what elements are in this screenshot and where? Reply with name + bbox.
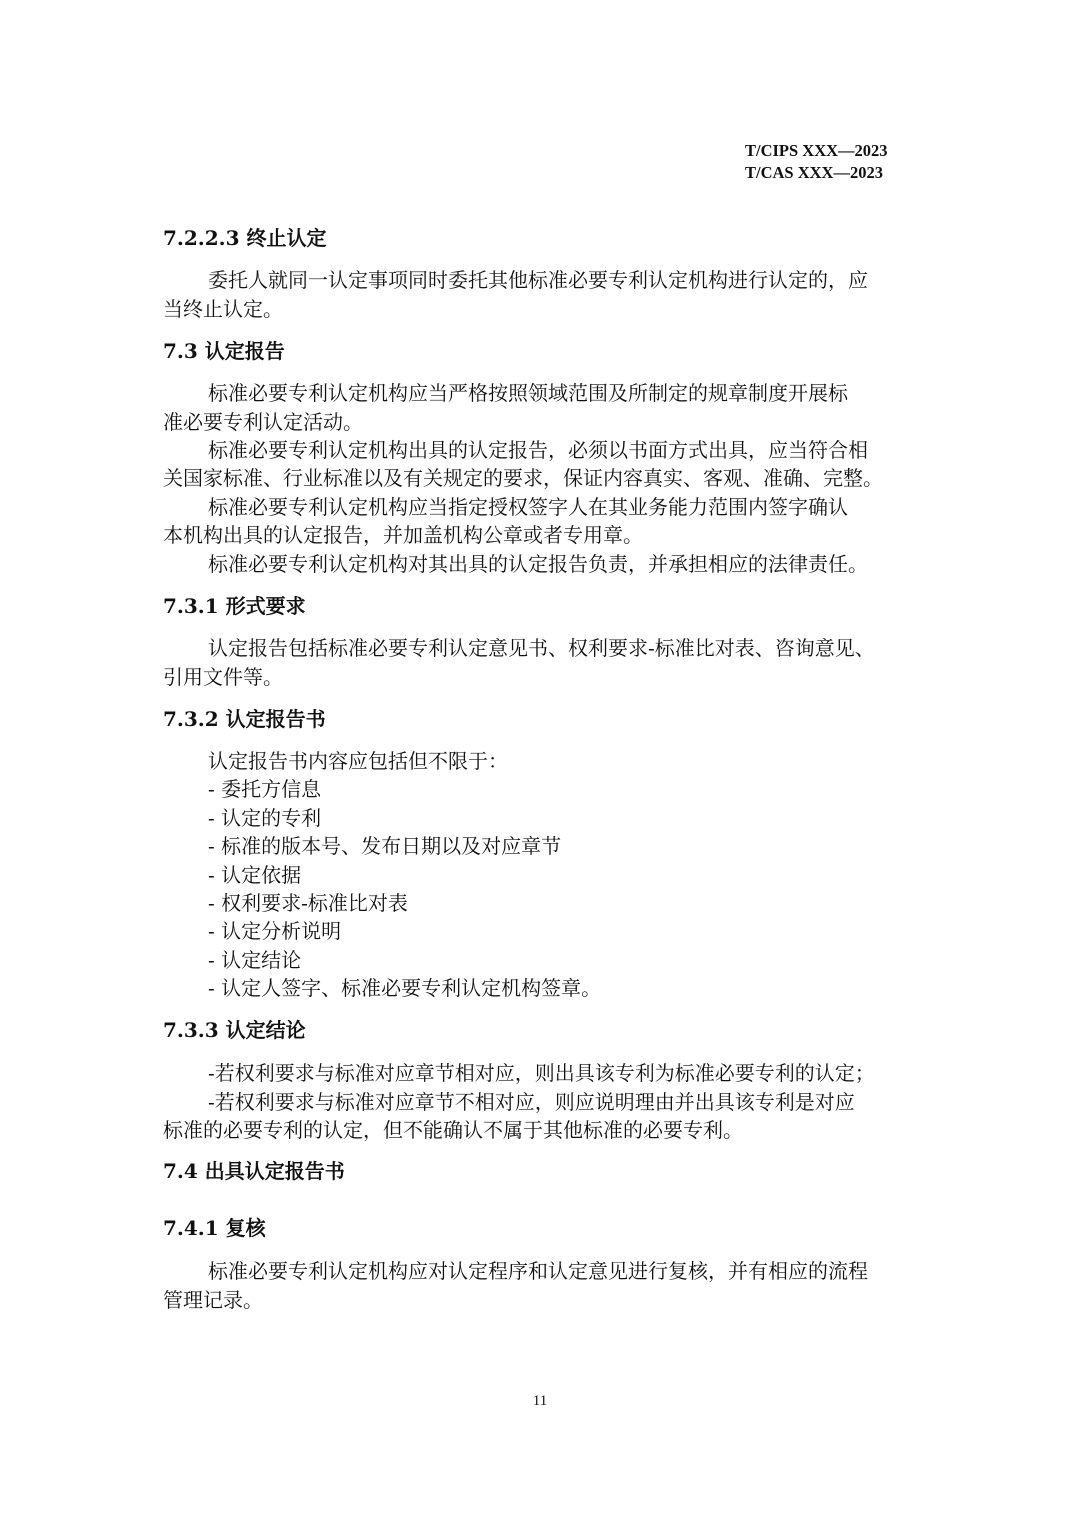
list-item: - 认定依据: [208, 863, 302, 887]
paragraph-line: -若权利要求与标准对应章节相对应，则出具该专利为标准必要专利的认定；: [208, 1061, 875, 1085]
paragraph-line: 标准必要专利认定机构应当指定授权签字人在其业务能力范围内签字确认: [208, 495, 848, 519]
standard-code-cips: T/CIPS XXX—2023: [745, 141, 888, 160]
section-heading-7-4-1: 7.4.1 复核: [163, 1216, 266, 1240]
paragraph-line: 关国家标准、行业标准以及有关规定的要求，保证内容真实、客观、准确、完整。: [163, 466, 883, 490]
paragraph-line: 准必要专利认定活动。: [163, 410, 363, 434]
list-item: - 认定人签字、标准必要专利认定机构签章。: [208, 976, 602, 1000]
paragraph-line: 认定报告书内容应包括但不限于：: [208, 749, 508, 773]
paragraph-line: 引用文件等。: [163, 665, 283, 689]
standard-code-cas: T/CAS XXX—2023: [745, 163, 883, 182]
paragraph-line: 本机构出具的认定报告，并加盖机构公章或者专用章。: [163, 523, 643, 547]
list-item: - 认定的专利: [208, 806, 322, 830]
paragraph-line: 当终止认定。: [163, 297, 283, 321]
section-heading-7-2-2-3: 7.2.2.3 终止认定: [163, 226, 327, 250]
section-heading-7-3-1: 7.3.1 形式要求: [163, 594, 306, 618]
section-heading-7-3-3: 7.3.3 认定结论: [163, 1018, 306, 1042]
paragraph-line: 认定报告包括标准必要专利认定意见书、权利要求-标准比对表、咨询意见、: [208, 636, 875, 660]
list-item: - 认定分析说明: [208, 919, 342, 943]
paragraph-line: 标准必要专利认定机构应对认定程序和认定意见进行复核，并有相应的流程: [208, 1259, 868, 1283]
list-item: - 认定结论: [208, 948, 302, 972]
section-heading-7-3: 7.3 认定报告: [163, 339, 285, 363]
paragraph-line: 标准必要专利认定机构出具的认定报告，必须以书面方式出具，应当符合相: [208, 438, 868, 462]
list-item: - 权利要求-标准比对表: [208, 891, 408, 915]
page-number: 11: [532, 1393, 548, 1409]
list-item: - 标准的版本号、发布日期以及对应章节: [208, 834, 562, 858]
paragraph-line: 管理记录。: [163, 1288, 263, 1312]
paragraph-line: 委托人就同一认定事项同时委托其他标准必要专利认定机构进行认定的，应: [208, 268, 868, 292]
paragraph-line: 标准必要专利认定机构对其出具的认定报告负责，并承担相应的法律责任。: [208, 552, 868, 576]
paragraph-line: -若权利要求与标准对应章节不相对应，则应说明理由并出具该专利是对应: [208, 1090, 855, 1114]
section-heading-7-4: 7.4 出具认定报告书: [163, 1159, 345, 1183]
paragraph-line: 标准必要专利认定机构应当严格按照领域范围及所制定的规章制度开展标: [208, 381, 848, 405]
section-heading-7-3-2: 7.3.2 认定报告书: [163, 707, 326, 731]
paragraph-line: 标准的必要专利的认定，但不能确认不属于其他标准的必要专利。: [163, 1118, 743, 1142]
list-item: - 委托方信息: [208, 777, 322, 801]
